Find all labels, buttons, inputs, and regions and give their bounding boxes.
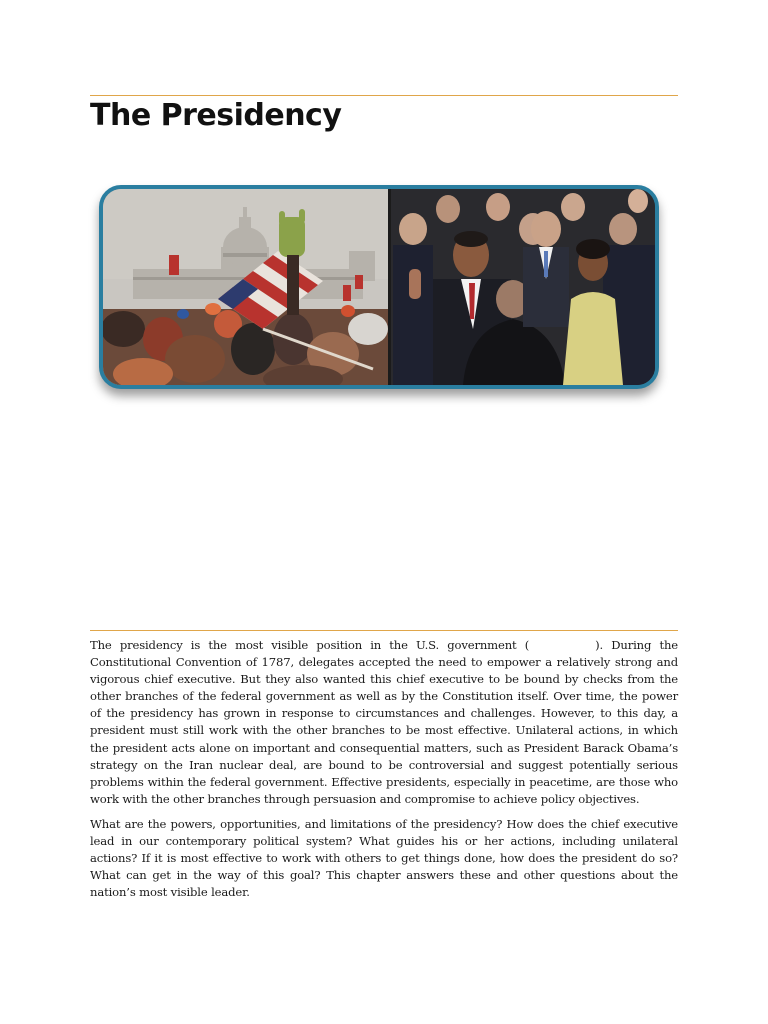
oath-of-office-photo bbox=[391, 189, 655, 385]
paragraph-1-start: The presidency is the most visible position in the U.S. government ( bbox=[90, 638, 530, 652]
page-title: The Presidency bbox=[90, 98, 342, 133]
chapter-opener-photo bbox=[99, 185, 659, 389]
header-rule bbox=[90, 95, 678, 96]
paragraph-1-rest: ). During the Constitutional Convention of 1787, delegates accepted the need to empower a relatively strong and vigorous chief executive. But they also wanted this chief executive to be bound by checks from the other branches of the federal government as well as by the Constitution itself. Over time, the power of the presidency has grown in response to circumstances and challenges. However, to this day, a president must still work with the other branches to be most effective. Unilateral actions, in which the president acts alone on important and consequential matters, such as President Barack Obama’s strategy on the Iran nuclear deal, are bound to be controversial and suggest potentially serious problems within the federal government. Effective presidents, especially in peacetime, are those who work with the other branches through persuasion and compromise to achieve policy objectives. bbox=[90, 638, 678, 806]
intro-paragraph-1 bbox=[90, 637, 678, 808]
section-rule bbox=[90, 630, 678, 631]
intro-paragraph-2: What are the powers, opportunities, and limitations of the presidency? How does the chief executive lead in our contemporary political system? What guides his or her actions, including unilateral actions? If it is most effective to work with others to get things done, how does the president do so? What can get in the way of this goal? This chapter answers these and other questions about the nation’s most visible leader. bbox=[90, 816, 678, 900]
chapter-introduction bbox=[90, 637, 678, 909]
crowd-capitol-photo bbox=[103, 189, 388, 385]
